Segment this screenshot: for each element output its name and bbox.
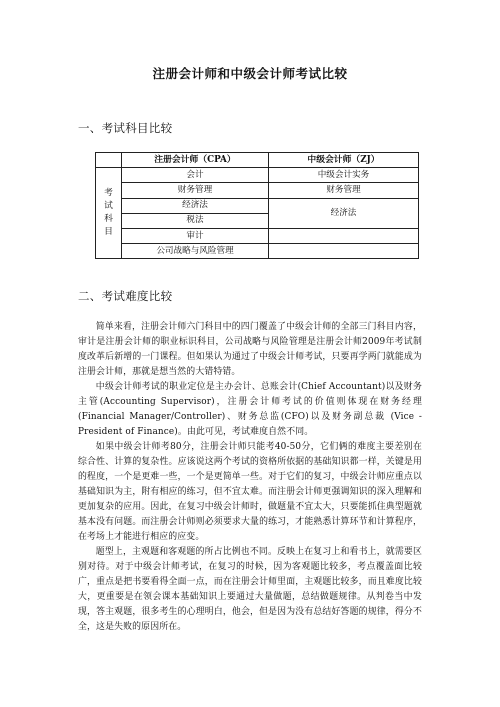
zj-subject-cell [269, 228, 419, 243]
table-row [96, 244, 419, 259]
paragraph: 中级会计师考试的职业定位是主办会计、总账会计(Chief Accountant)以及财务主管(Accounting Supervisor)，注册会计师考试的价值则体现在财务经理(Financial Manager/Controller)、财务总监(CFO)以及财务副总裁 (Vice - President of Finance)。由此可见，考试难度自然不同。 [78, 382, 422, 437]
side-label-cell: 考 试 科 目 [96, 168, 122, 259]
column-header-cpa: 注册会计师（CPA） [122, 153, 269, 168]
section-heading-subjects: 一、考试科目比较 [78, 121, 173, 135]
zj-subject-cell: 经济法 [269, 198, 419, 228]
document-title: 注册会计师和中级会计师考试比较 [152, 66, 348, 81]
cpa-subject-cell: 审计 [122, 228, 269, 243]
cpa-subject-cell: 公司战略与风险管理 [122, 244, 269, 259]
cpa-subject-cell: 财务管理 [122, 183, 269, 198]
paragraph: 如果中级会计师考80分，注册会计师只能考40-50分，它们俩的难度主要差别在综合性、计算的复杂性。应该说这两个考试的资格所依据的基础知识都一样，关键是用的程度，一个是更难一些，一个是更简单一些。对于它们的复习，中级会计师应重点以基础知识为主，附有相应的练习，但不宜太难。而注册会计师更强调知识的深入理解和更加复杂的应用。因此，在复习中级会计师时，做题量不宜太大，只要能抓住典型题就基本没有问题。而注册会计师则必须要求大量的练习，才能熟悉计算环节和计算程序，在考场上才能进行相应的应变。 [78, 442, 422, 542]
zj-subject-cell [269, 244, 419, 259]
cpa-subject-cell: 会计 [122, 168, 269, 183]
table-row [96, 228, 419, 243]
paragraph: 简单来看，注册会计师六门科目中的四门覆盖了中级会计师的全部三门科目内容，审计是注册会计师的职业标识科目，公司战略与风险管理是注册会计师2009年考试制度改革后新增的一门课程。但如果认为通过了中级会计师考试，只要再学两门就能成为注册会计师，那就是想当然的大错特错。 [78, 322, 422, 377]
zj-subject-cell: 中级会计实务 [269, 168, 419, 183]
zj-subject-cell: 财务管理 [269, 183, 419, 198]
table-row [96, 168, 419, 183]
table-header-row [96, 153, 419, 168]
subject-comparison-table [95, 152, 419, 259]
cpa-subject-cell: 经济法 [122, 198, 269, 213]
section-heading-difficulty: 二、考试难度比较 [78, 289, 173, 303]
paragraph: 题型上，主观题和客观题的所占比例也不同。反映上在复习上和看书上，就需要区别对待。对于中级会计师考试，在复习的时候，因为客观题比较多，考点覆盖面比较广，重点是把书要看得全面一点，而在注册会计师里面，主观题比较多，而且难度比较大，更重要是在领会课本基础知识上要通过大量做题，总结做题规律。从判卷当中发现，答主观题，很多考生的心理明白，他会，但是因为没有总结好答题的规律，得分不全，这是失败的原因所在。 [78, 547, 422, 632]
table-row [96, 183, 419, 198]
column-header-zj: 中级会计师（ZJ） [269, 153, 419, 168]
difficulty-body [78, 320, 422, 635]
cpa-subject-cell: 税法 [122, 213, 269, 228]
table-corner-cell [96, 153, 122, 168]
table-row [96, 198, 419, 213]
